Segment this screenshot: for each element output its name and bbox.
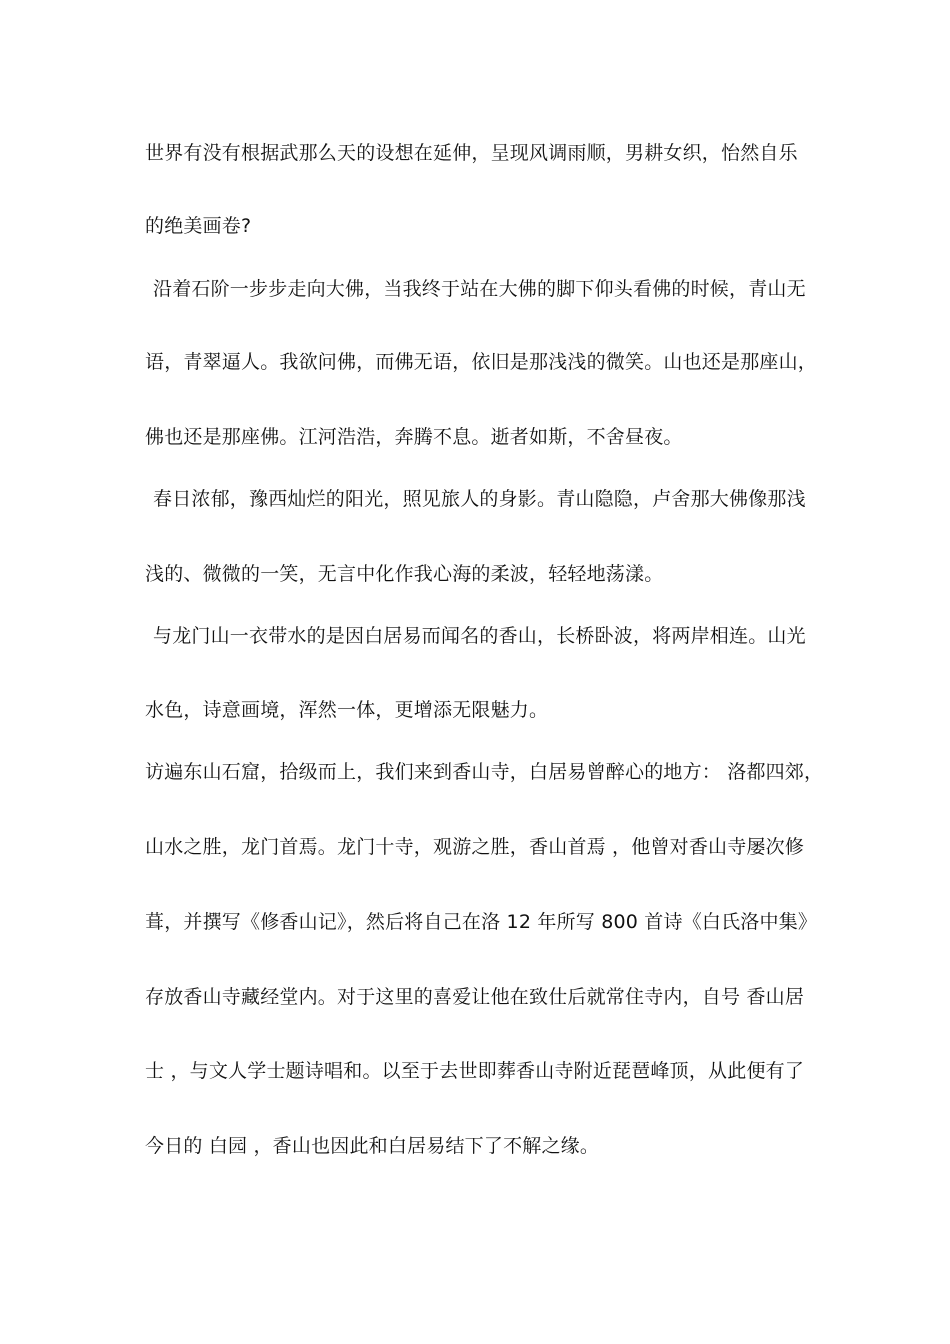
paragraph-line: 访遍东山石窟，拾级而上，我们来到香山寺，白居易曾醉心的地方： 洛都四郊，	[145, 761, 824, 783]
paragraph-line: 佛也还是那座佛。江河浩浩，奔腾不息。逝者如斯，不舍昼夜。	[145, 426, 683, 448]
paragraph-line: 的绝美画卷?	[145, 215, 252, 237]
paragraph-line: 春日浓郁，豫西灿烂的阳光，照见旅人的身影。青山隐隐，卢舍那大佛像那浅	[153, 488, 806, 510]
paragraph-line: 水色，诗意画境，浑然一体，更增添无限魅力。	[145, 699, 549, 721]
paragraph-line: 浅的、微微的一笑，无言中化作我心海的柔波，轻轻地荡漾。	[145, 563, 664, 585]
paragraph-line: 语，青翠逼人。我欲问佛，而佛无语，依旧是那浅浅的微笑。山也还是那座山，	[145, 351, 818, 373]
paragraph-line: 士 ，与文人学士题诗唱和。以至于去世即葬香山寺附近琵琶峰顶，从此便有了	[145, 1060, 805, 1082]
paragraph-line: 山水之胜，龙门首焉。龙门十寺，观游之胜，香山首焉 ，他曾对香山寺屡次修	[145, 836, 805, 858]
paragraph-line: 沿着石阶一步步走向大佛，当我终于站在大佛的脚下仰头看佛的时候，青山无	[153, 278, 806, 300]
paragraph-line: 与龙门山一衣带水的是因白居易而闻名的香山，长桥卧波，将两岸相连。山光	[153, 625, 806, 647]
paragraph-line: 葺，并撰写《修香山记》，然后将自己在洛 12 年所写 800 首诗《白氏洛中集》	[145, 911, 818, 933]
paragraph-line: 存放香山寺藏经堂内。对于这里的喜爱让他在致仕后就常住寺内，自号 香山居	[145, 986, 805, 1008]
paragraph-line: 世界有没有根据武那么天的设想在延伸，呈现风调雨顺，男耕女织，怡然自乐	[145, 142, 798, 164]
paragraph-line: 今日的 白园 ，香山也因此和白居易结下了不解之缘。	[145, 1135, 600, 1157]
